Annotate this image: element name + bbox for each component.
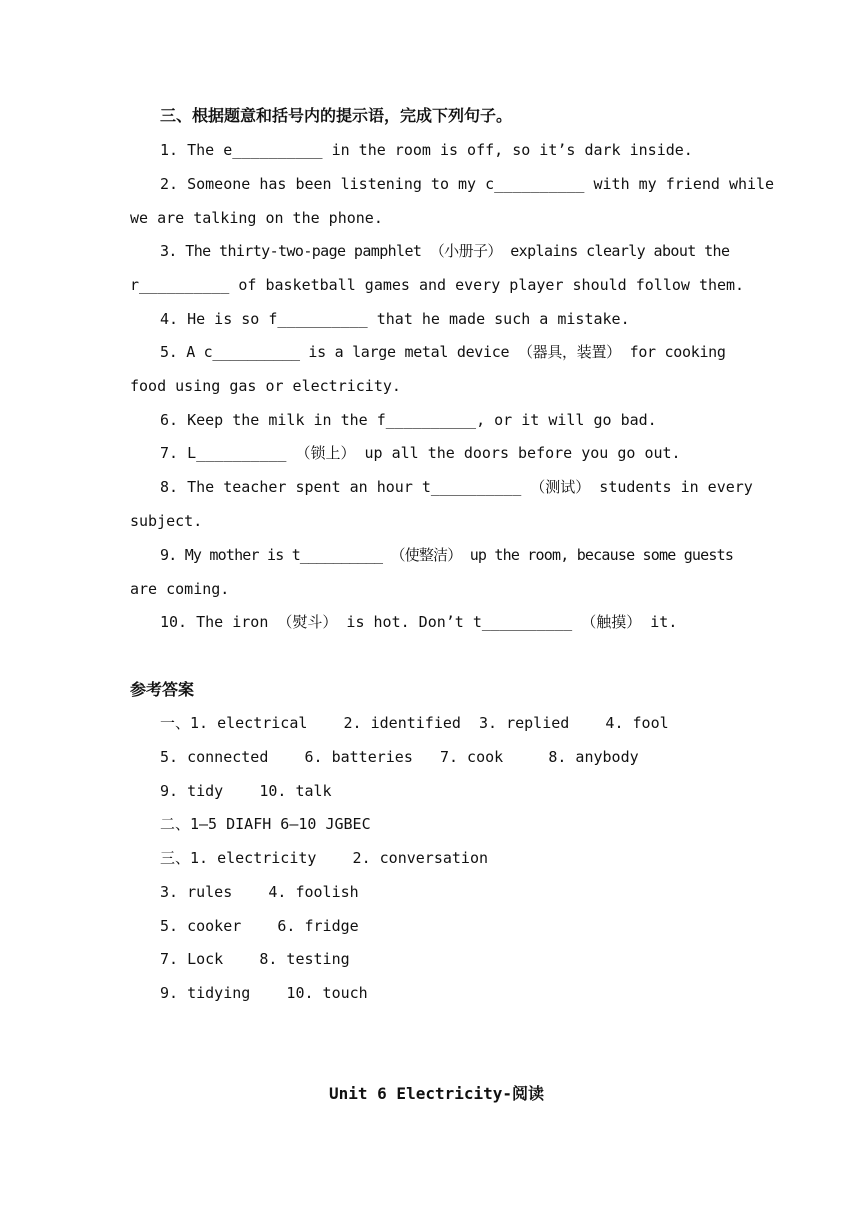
question-line: 6. Keep the milk in the f__________, or it will go bad. bbox=[160, 411, 657, 429]
answer-line: 5. connected 6. batteries 7. cook 8. anybody bbox=[160, 748, 639, 766]
question-line: 3. The thirty-two-page pamphlet （小册子） explains clearly about the bbox=[160, 242, 730, 260]
question-line: are coming. bbox=[130, 580, 230, 598]
answer-line: 3. rules 4. foolish bbox=[160, 883, 359, 901]
question-line: 9. My mother is t__________ （使整洁） up the room, because some guests bbox=[160, 546, 734, 564]
question-line: 7. L__________ （锁上） up all the doors before you go out. bbox=[160, 444, 681, 462]
next-section-title: Unit 6 Electricity-阅读 bbox=[329, 1084, 545, 1103]
question-line: 4. He is so f__________ that he made such a mistake. bbox=[160, 310, 630, 328]
answer-line: 二、1—5 DIAFH 6—10 JGBEC bbox=[160, 815, 371, 833]
question-line: 8. The teacher spent an hour t__________ （测试） students in every bbox=[160, 478, 753, 496]
answer-line: 一、1. electrical 2. identified 3. replied 4. fool bbox=[160, 714, 669, 732]
answer-line: 7. Lock 8. testing bbox=[160, 950, 350, 968]
section-heading: 三、根据题意和括号内的提示语，完成下列句子。 bbox=[160, 106, 513, 125]
question-line: 5. A c__________ is a large metal device （器具，装置） for cooking bbox=[160, 343, 726, 361]
question-line: food using gas or electricity. bbox=[130, 377, 401, 395]
question-line: 1. The e__________ in the room is off, so it’s dark inside. bbox=[160, 141, 693, 159]
answer-line: 5. cooker 6. fridge bbox=[160, 917, 359, 935]
answer-key-title: 参考答案 bbox=[130, 680, 195, 699]
answer-line: 三、1. electricity 2. conversation bbox=[160, 849, 489, 867]
question-line: r__________ of basketball games and every player should follow them. bbox=[130, 276, 745, 294]
question-line: 2. Someone has been listening to my c__________ with my friend while bbox=[160, 175, 775, 193]
answer-line: 9. tidy 10. talk bbox=[160, 782, 332, 800]
question-line: we are talking on the phone. bbox=[130, 209, 383, 227]
answer-line: 9. tidying 10. touch bbox=[160, 984, 368, 1002]
question-line: subject. bbox=[130, 512, 203, 530]
question-line: 10. The iron （熨斗） is hot. Don’t t__________ （触摸） it. bbox=[160, 613, 678, 631]
